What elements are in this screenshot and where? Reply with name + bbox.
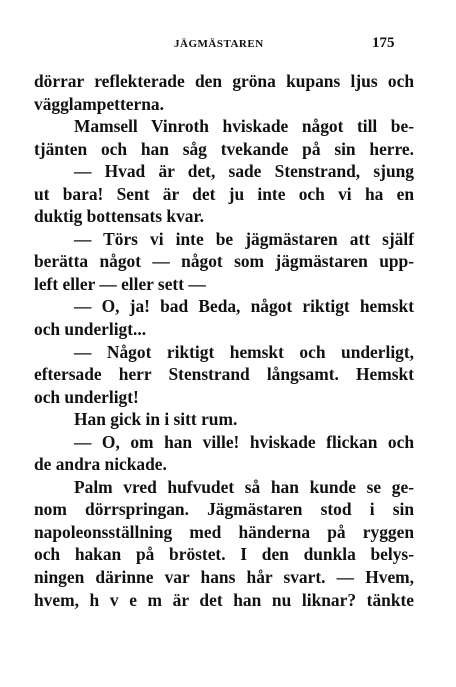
text-line: ningen därinne var hans hår svart. — Hvem, bbox=[34, 567, 414, 588]
text-line: de andra nickade. bbox=[34, 454, 167, 475]
text-line: Palm vred hufvudet så han kunde se ge- bbox=[74, 476, 414, 497]
text-line: hvem, h v e m är det han nu liknar? tänkte bbox=[34, 589, 414, 610]
text-line: — Något riktigt hemskt och underligt, bbox=[74, 341, 414, 362]
text-line: dörrar reflekterade den gröna kupans ljus och bbox=[34, 71, 414, 91]
text-line: och underligt... bbox=[34, 319, 147, 340]
text-line: och underligt! bbox=[34, 386, 139, 407]
text-line: eftersade herr Stenstrand långsamt. Hemskt bbox=[34, 364, 414, 385]
text-line: — O, ja! bad Beda, något riktigt hemskt bbox=[74, 296, 414, 317]
text-line: tjänten och han såg tvekande på sin herre. bbox=[34, 138, 414, 159]
text-line: duktig bottensats kvar. bbox=[34, 206, 204, 227]
text-line: ut bara! Sent är det ju inte och vi ha en bbox=[34, 183, 414, 204]
text-line: Mamsell Vinroth hviskade något till be- bbox=[74, 116, 414, 137]
text-line: Han gick in i sitt rum. bbox=[74, 409, 238, 430]
text-line: vägglampetterna. bbox=[34, 93, 164, 114]
text-line: left eller — eller sett — bbox=[34, 273, 206, 294]
text-line: och hakan på bröstet. I den dunkla belys- bbox=[34, 544, 414, 565]
body-text bbox=[34, 70, 414, 611]
text-line: berätta något — något som jägmästaren upp- bbox=[34, 251, 414, 272]
text-line: — Hvad är det, sade Stenstrand, sjung bbox=[74, 161, 414, 182]
running-head: JÄGMÄSTAREN bbox=[174, 38, 264, 50]
text-line: — O, om han ville! hviskade flickan och bbox=[74, 431, 414, 452]
text-line: — Törs vi inte be jägmästaren att själf bbox=[74, 228, 414, 249]
page-number: 175 bbox=[372, 35, 395, 51]
text-line: napoleonsställning med händerna på ryggen bbox=[34, 521, 414, 542]
text-line: nom dörrspringan. Jägmästaren stod i sin bbox=[34, 499, 414, 520]
